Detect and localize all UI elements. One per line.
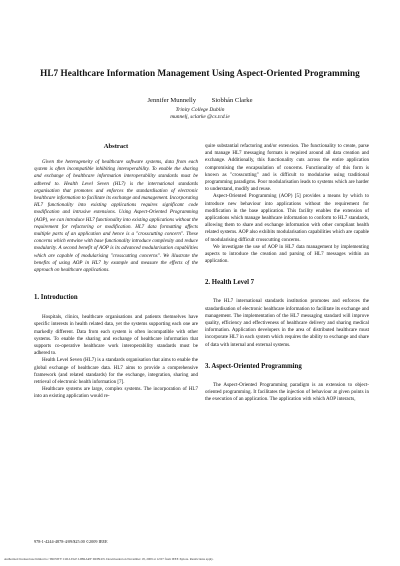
- body-paragraph: Health Level Seven (HL7) is a standards organisation that aims to enable the global exchange of healthcare data. HL7 aims to provide a comprehensive framework (and related standards) for the exchange, integration, sharing and retrieval of electronic health information [7].: [34, 357, 198, 386]
- author-name: Siobhán Clarke: [211, 97, 253, 104]
- abstract-heading: Abstract: [103, 143, 129, 150]
- body-paragraph: Healthcare systems are large, complex systems. The incorporation of HL7 into an existing application would re-: [34, 386, 198, 400]
- body-paragraph: quire substantial refactoring and/or extension. The functionality to create, parse and manage HL7 messaging formats is required around all data creation and exchange. Additionally, this functionality cuts across the entire application compromising the encapsulation of concerns. Functionality of this form is known as "crosscutting" and is difficult to modularise using traditional programming paradigms. Poor modularisation leads to systems which are harder to understand, modify and reuse.: [205, 143, 369, 193]
- body-paragraph: The HL7 international standards institution promotes and enforces the standardisation of electronic healthcare information to facilitate its exchange and management. The implementation of the HL7 messaging standard will improve quality, efficiency and effectiveness of healthcare delivery and sharing medical information. Application developers in the area of distributed healthcare must incorporate HL7 in each system which requires the ability to exchange and share of data with internal and external systems.: [205, 298, 369, 348]
- abstract-text: Given the heterogeneity of healthcare software systems, data from each system is often incompatible inhibiting interoperability. To enable the sharing and exchange of healthcare information interoperability standards must be adhered to. Health Level Seven (HL7) is the international standards organisation that promotes and enforces the standardisation of electronic healthcare information to facilitate its exchange and management. Incorporating HL7 functionality into existing applications requires significant code modification and intrusive extensions. Using Aspect-Oriented Programming (AOP), we can introduce HL7 functionality into existing applications without the requirement for refactoring or modification. HL7 data formatting affects multiple parts of an application and hence is a "crosscutting concern". These concerns which entwine with base functionality introduce complexity and reduce modularity. A second benefit of AOP is its advanced modularisation capabilities which are capable of modularising "crosscutting concerns". We illustrate the benefits of using AOP in HL7 by example and measure the effects of the approach on healthcare applications.: [34, 159, 198, 274]
- body-paragraph: Hospitals, clinics, healthcare organisations and patients themselves have specific interests in health related data, yet the systems supporting each one are markedly different. Data from each system is often incompatible with other systems. To enable the sharing and exchange of healthcare information that supports co-operative healthcare work interoperability standards must be adhered to.: [34, 314, 198, 357]
- section-heading-aop: 3. Aspect-Oriented Programming: [205, 362, 302, 370]
- right-column: [205, 143, 369, 403]
- affiliation-block: [0, 107, 400, 122]
- body-paragraph: Aspect-Oriented Programming (AOP) [5] provides a means by which to introduce new behaviour into applications without the requirement for modification in the base application. This facility enables the extension of applications which manage healthcare information to conform to HL7 standards, allowing them to share and exchange information with other compliant health related systems. AOP also exhibits modularisation capabilities which are capable of modularising difficult crosscutting concerns.: [205, 193, 369, 243]
- author-name: Jennifer Munnelly: [147, 97, 197, 104]
- author-emails: munnelj, sclarke @cs.tcd.ie: [170, 114, 230, 121]
- body-paragraph: We investigate the use of AOP in HL7 data management by implementing aspects to introduce the creation and parsing of HL7 messages within an application.: [205, 243, 369, 265]
- affiliation: Trinity College Dublin: [175, 107, 225, 113]
- left-column: [34, 143, 198, 401]
- body-paragraph: The Aspect-Oriented Programming paradigm is an extension to object-oriented programming. It facilitates the injection of behaviour at given points in the execution of an application. The application with which AOP interacts,: [205, 381, 369, 403]
- license-note: Authorized licensed use limited to: TRINITY COLLEGE LIBRARY DUBLIN. Downloaded on November 18, 2009 at 12:07 from IEEE Xplore. Restrictions apply.: [4, 557, 214, 561]
- isbn-footer: 978-1-4244-4878-4/09/$25.00 ©2009 IEEE: [34, 539, 108, 544]
- author-line: [0, 97, 400, 104]
- section-heading-health-level-7: 2. Health Level 7: [205, 279, 255, 287]
- section-heading-introduction: 1. Introduction: [34, 294, 78, 302]
- paper-title: HL7 Healthcare Information Management Using Aspect-Oriented Programming: [40, 68, 360, 78]
